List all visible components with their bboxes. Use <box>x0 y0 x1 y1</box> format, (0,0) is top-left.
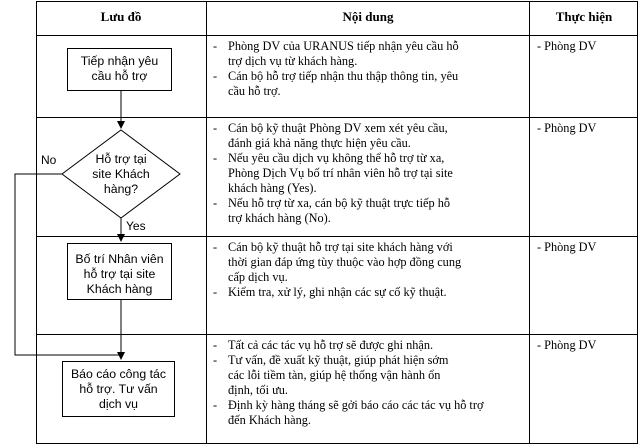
flow-decision-label <box>76 152 166 197</box>
content-bullet <box>212 69 527 99</box>
content-line: - Tất cả các tác vụ hỗ trợ sẽ được ghi nhận. <box>228 338 434 352</box>
content-bullet <box>212 285 527 300</box>
content-line: thời gian đáp ứng tùy thuộc vào hợp đồng cung <box>228 255 462 269</box>
header-flowchart: Lưu đồ <box>100 9 142 24</box>
flow-text-line: hàng? <box>103 182 139 196</box>
content-line: - Kiểm tra, xử lý, ghi nhận các sự cố kỹ thuật. <box>228 285 447 299</box>
flow-label-yes: Yes <box>126 219 146 233</box>
row-2-owner: - Phòng DV <box>537 121 597 135</box>
flow-text-line: hỗ trợ. Tư vấn <box>79 382 158 396</box>
flow-text-line: Báo cáo công tác <box>70 367 167 381</box>
row-3-owner: - Phòng DV <box>537 240 597 254</box>
content-line: - Nếu hỗ trợ từ xa, cán bộ kỹ thuật trực tiếp hỗ <box>228 196 450 210</box>
content-bullet <box>212 240 527 285</box>
content-bullet <box>212 151 527 196</box>
content-line: - Cán bộ kỹ thuật Phòng DV xem xét yêu cầu, <box>228 121 448 135</box>
flow-text-line: site Khách <box>92 167 150 181</box>
flow-text-line: cầu hỗ trợ <box>91 69 148 83</box>
flow-label-no: No <box>41 153 57 167</box>
flow-text-line: Tiếp nhận yêu <box>80 54 159 68</box>
row-1-owner: - Phòng DV <box>537 39 597 53</box>
content-line: - Cán bộ kỹ thuật hỗ trợ tại site khách hàng với <box>228 240 453 254</box>
content-line: - Tư vấn, đề xuất kỹ thuật, giúp phát hiện sớm <box>228 353 449 367</box>
content-line: đến Khách hàng. <box>228 413 311 427</box>
content-line: khách hàng (Yes). <box>228 181 317 195</box>
content-bullet <box>212 353 527 398</box>
flow-step-onsite-label <box>67 252 172 297</box>
content-line: đánh giá khả năng thực hiện yêu cầu. <box>228 136 411 150</box>
content-line: trợ dịch vụ từ khách hàng. <box>228 54 358 68</box>
content-line: các lỗi tiềm tàn, giúp hệ thống vận hành ổn <box>228 368 441 382</box>
row-4-content <box>212 338 527 428</box>
header-content: Nội dung <box>342 9 394 24</box>
content-line: - Phòng DV của URANUS tiếp nhận yêu cầu hỗ <box>228 39 459 53</box>
content-bullet <box>212 39 527 69</box>
content-bullet <box>212 121 527 151</box>
content-line: cấp dịch vụ. <box>228 270 288 284</box>
row-4-owner: - Phòng DV <box>537 338 597 352</box>
content-line: Phòng Dịch Vụ bố trí nhân viên hỗ trợ tại site <box>228 166 453 180</box>
flow-text-line: Bố trí Nhân viên <box>75 252 164 266</box>
row-3-content <box>212 240 527 300</box>
row-2-content <box>212 121 527 226</box>
flow-text-line: hỗ trợ tại site <box>83 267 156 281</box>
flow-step-report-label <box>62 367 175 412</box>
content-line: định, tối ưu. <box>228 383 288 397</box>
row-1-content <box>212 39 527 99</box>
content-bullet <box>212 338 527 353</box>
content-line: cầu hỗ trợ. <box>228 84 281 98</box>
content-bullet <box>212 398 527 428</box>
flow-text-line: Khách hàng <box>86 282 153 296</box>
content-line: trợ khách hàng (No). <box>228 211 331 225</box>
content-line: - Định kỳ hàng tháng sẽ gởi báo cáo các tác vụ hỗ trợ <box>228 398 484 412</box>
flow-text-line: Hỗ trợ tại <box>95 152 147 166</box>
flow-step-receive-label <box>67 54 172 84</box>
content-line: - Nếu yêu cầu dịch vụ không thể hỗ trợ từ xa, <box>228 151 445 165</box>
flow-text-line: dịch vụ <box>99 397 138 411</box>
header-owner: Thực hiện <box>555 9 613 24</box>
content-bullet <box>212 196 527 226</box>
content-line: - Cán bộ hỗ trợ tiếp nhận thu thập thông tin, yêu <box>228 69 459 83</box>
